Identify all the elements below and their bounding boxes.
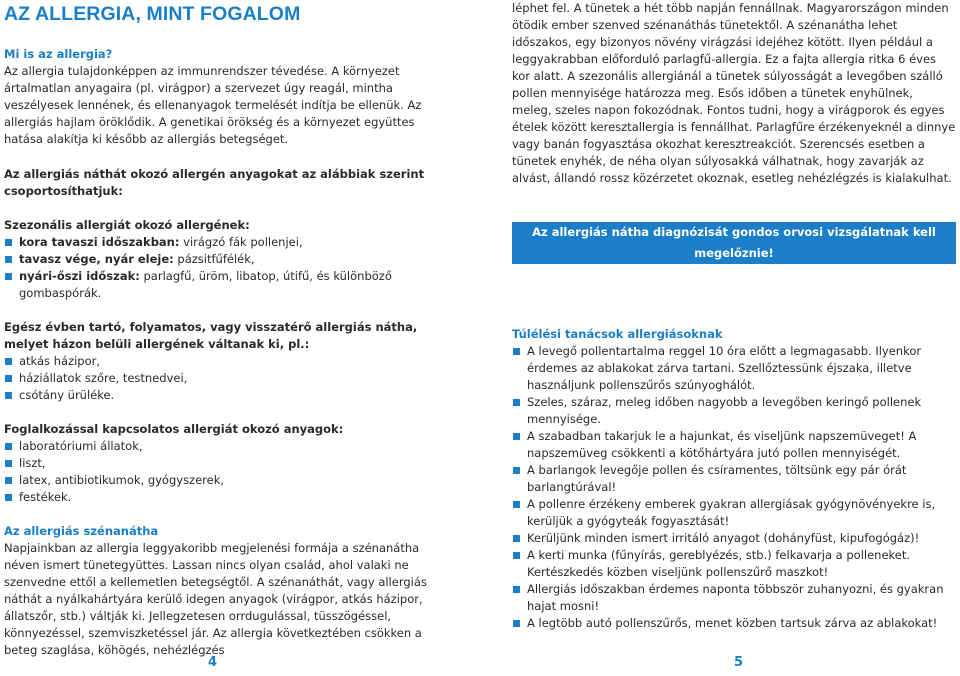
list-item: A szabadban takarjuk le a hajunkat, és viseljünk napszemüveget! A napszemüveg csökkenti a kötőhártyára jutó pollen mennyiségét. [512, 428, 956, 462]
list-item: A levegő pollentartalma reggel 10 óra előtt a legmagasabb. Ilyenkor érdemes az ablakokat zárva tartani. Szellőztessünk éjszaka, illetve használjunk pollenszűrős szúnyoghálót. [512, 343, 956, 394]
occupational-heading: Foglalkozással kapcsolatos allergiát okozó anyagok: [4, 422, 344, 436]
allergy-definition: Az allergia tulajdonképpen az immunrendszer tévedése. A környezet ártalmatlan anyagaira (pl. virágpor) a szervezet úgy reagál, mintha veszélyesek lennének, és ellenanyagok termelését indítja be ellenük. Az allergiás hajlam öröklődik. A genetikai örökség és a környezet együttes hatása alakítja ki később az allergiás betegséget. [4, 64, 422, 146]
diagnosis-banner: Az allergiás nátha diagnózisát gondos orvosi vizsgálatnak kell megelőznie! [512, 222, 956, 264]
page-title: AZ ALLERGIA, MINT FOGALOM [4, 3, 301, 25]
tips-list [512, 343, 956, 632]
list-item: festékek. [4, 489, 436, 506]
question-heading: Mi is az allergia? [4, 47, 113, 61]
list-item: A pollenre érzékeny emberek gyakran allergiásak gyógynövényekre is, kerüljük a gyógyteák fogyasztását! [512, 496, 956, 530]
perennial-section [4, 319, 436, 404]
seasonal-section [4, 217, 436, 302]
list-item: laboratóriumi állatok, [4, 438, 436, 455]
list-item: csótány ürüléke. [4, 387, 436, 404]
seasonal-list [4, 234, 436, 302]
hay-fever-heading: Az allergiás szénanátha [4, 524, 159, 538]
hay-fever-section [4, 523, 436, 659]
page-number-left: 4 [208, 655, 218, 670]
list-item: A barlangok levegője pollen és csíramentes, töltsünk egy pár órát barlangtúrával! [512, 462, 956, 496]
list-item: Allergiás időszakban érdemes naponta többször zuhanyozni, és gyakran hajat mosni! [512, 581, 956, 615]
list-item: liszt, [4, 455, 436, 472]
perennial-list [4, 353, 436, 404]
perennial-heading: Egész évben tartó, folyamatos, vagy visszatérő allergiás nátha, melyet házon belüli allergének váltanak ki, pl.: [4, 320, 418, 351]
tips-heading: Túlélési tanácsok allergiásoknak [512, 327, 723, 341]
right-page [512, 0, 956, 676]
list-item: A kerti munka (fűnyírás, gereblyézés, stb.) felkavarja a polleneket. Kertészkedés közben viseljünk pollenszűrő maszkot! [512, 547, 956, 581]
list-item: Kerüljünk minden ismert irritáló anyagot (dohányfüst, kipufogógáz)! [512, 530, 956, 547]
list-item: háziállatok szőre, testnedvei, [4, 370, 436, 387]
list-item: Szeles, száraz, meleg időben nagyobb a levegőben keringő pollenek mennyisége. [512, 394, 956, 428]
occupational-section [4, 421, 436, 506]
list-item: atkás házipor, [4, 353, 436, 370]
list-item: tavasz vége, nyár eleje: pázsitfűfélék, [4, 251, 436, 268]
groups-intro: Az allergiás náthát okozó allergén anyagokat az alábbiak szerint csoportosíthatjuk: [4, 167, 425, 198]
list-item: A legtöbb autó pollenszűrős, menet közben tartsuk zárva az ablakokat! [512, 615, 956, 632]
tips-section [512, 326, 956, 632]
list-item: latex, antibiotikumok, gyógyszerek, [4, 472, 436, 489]
symptoms-text: léphet fel. A tünetek a hét több napján fennállnak. Magyarországon minden ötödik ember szenved szénanáthás tünetektől. A szénanátha lehet időszakos, egy bizonyos növény virágzási idejéhez kötött. Ilyen például a leggyakrabban előforduló parlagfű-allergia. Ez a fajta allergia ritka 6 éves kor alatt. A szezonális allergiánál a tünetek súlyosságát a levegőben szálló pollen mennyisége határozza meg. Esős időben a tünetek enyhülnek, meleg, szeles napon fokozódnak. Fontos tudni, hogy a virágporok és egyes ételek között keresztallergia is fennállhat. Parlagfűre érzékenyeknél a dinnye vagy banán fogyasztása okozhat keresztreakciót. Szerencsés esetben a tünetek enyhék, de néha olyan súlyosakká válhatnak, hogy zavarják az alvást, állandó rossz közérzetet okoznak, esetleg nehézlégzés is kialakulhat. [512, 1, 956, 185]
list-item: nyári-őszi időszak: parlagfű, üröm, libatop, útifű, és különböző gombaspórák. [4, 268, 436, 302]
list-item: kora tavaszi időszakban: virágzó fák pollenjei, [4, 234, 436, 251]
page-number-right: 5 [734, 655, 744, 670]
occupational-list [4, 438, 436, 506]
intro-section [4, 46, 436, 148]
seasonal-heading: Szezonális allergiát okozó allergének: [4, 218, 250, 232]
hay-fever-text: Napjainkban az allergia leggyakoribb megjelenési formája a szénanátha néven ismert tünetegyüttes. Lassan nincs olyan család, ahol valaki ne szenvedne ettől a kellemetlen betegségtől. A szénanáthát, vagy allergiás náthát a nyálkahártyára kerülő idegen anyagok (virágpor, atkás házipor, állatszőr, stb.) váltják ki. Jellegzetesen orrdugulással, tüsszögéssel, könnyezéssel, szemviszketéssel jár. Az allergia következtében csökken a beteg szaglása, köhögés, nehézlégzés [4, 541, 427, 657]
